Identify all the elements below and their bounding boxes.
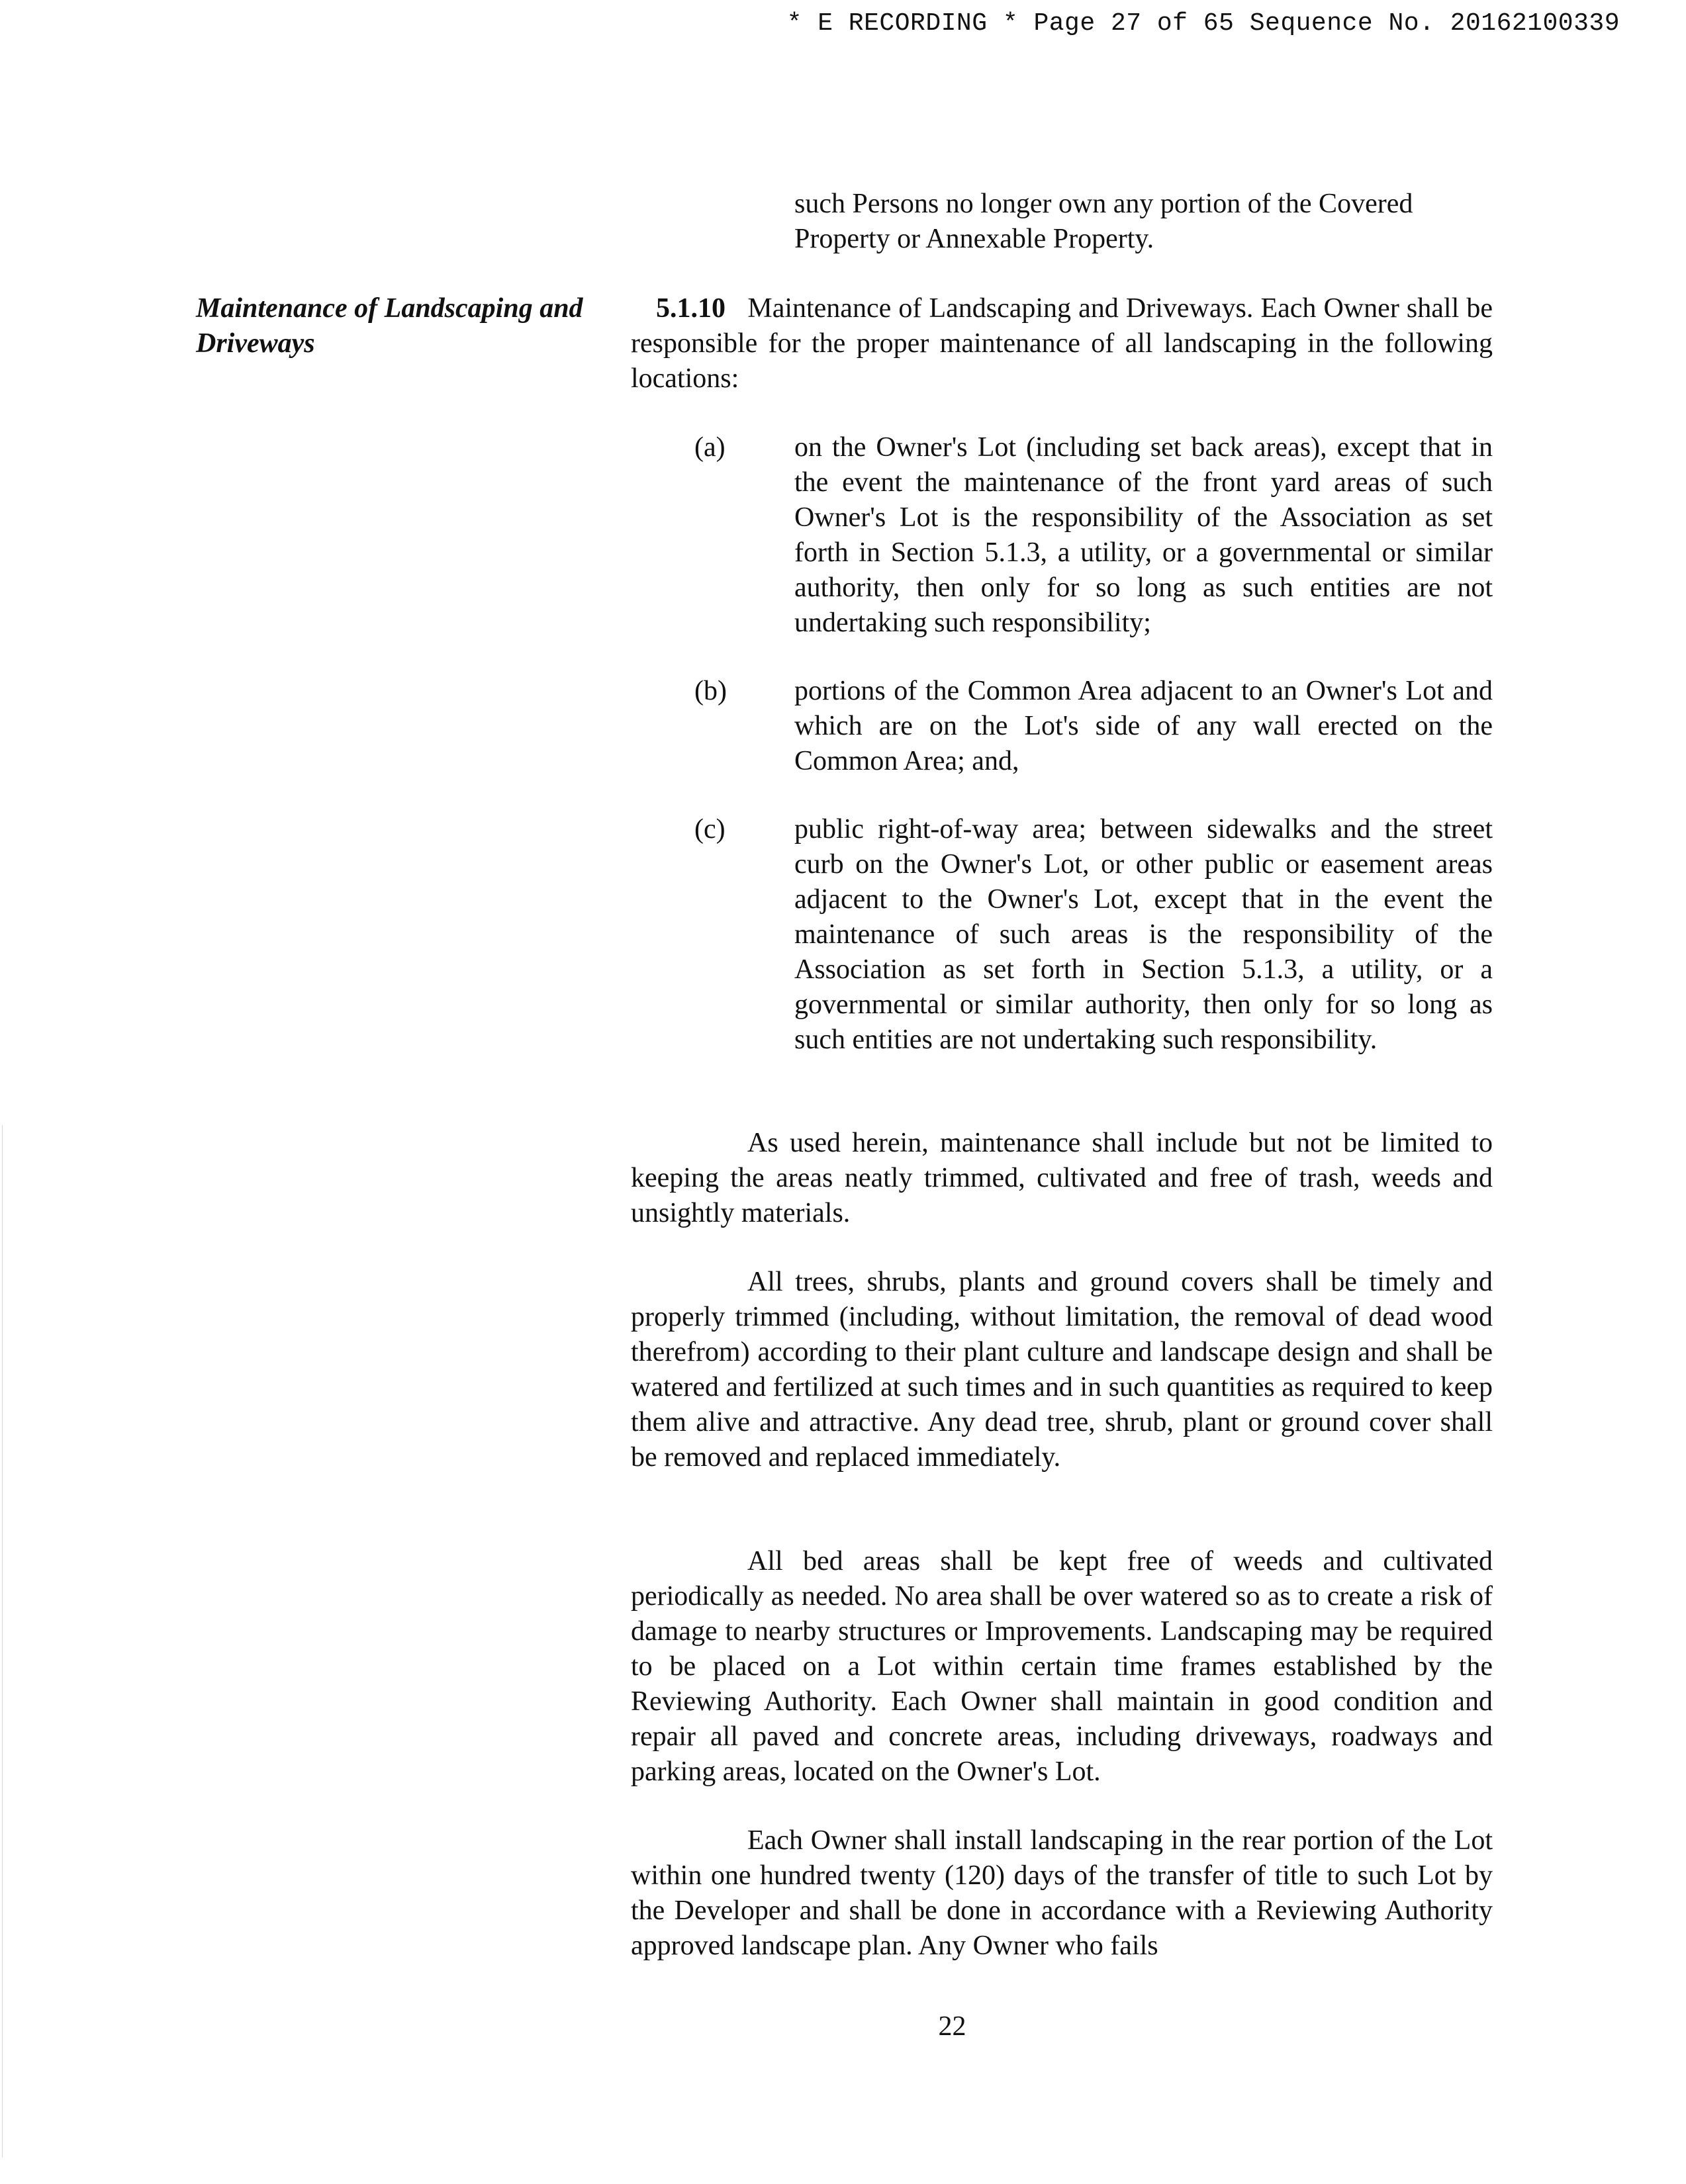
list-item-text: portions of the Common Area adjacent to an Owner's Lot and which are on the Lot's side of any wall erected on the Common Area; and, [794,676,1493,776]
section-number: 5.1.10 [656,293,726,324]
page-number: 22 [938,2011,966,2042]
section-intro-text: Maintenance of Landscaping and Driveways. Each Owner shall be responsible for the proper maintenance of all landscaping in the following locations: [631,293,1493,394]
continuation-paragraph: such Persons no longer own any portion of the Covered Property or Annexable Property. [794,189,1413,254]
recording-header: * E RECORDING * Page 27 of 65 Sequence No. 20162100339 [786,9,1620,38]
paragraph-trees-shrubs: All trees, shrubs, plants and ground covers shall be timely and properly trimmed (including, without limitation, the removal of dead wood therefrom) according to their plant culture and landscape design and shall be watered and fertilized at such times and in such quantities as required to keep them alive and attractive. Any dead tree, shrub, plant or ground cover shall be removed and replaced immediately. [631,1267,1493,1473]
paragraph-bed-areas: All bed areas shall be kept free of weeds and cultivated periodically as needed. No area shall be over watered so as to create a risk of damage to nearby structures or Improvements. Landscaping may be required to be placed on a Lot within certain time frames established by the Reviewing Authority. Each Owner shall maintain in good condition and repair all paved and concrete areas, including driveways, roadways and parking areas, located on the Owner's Lot. [631,1546,1493,1787]
list-item-label: (a) [694,432,726,463]
list-item-label: (c) [694,814,726,844]
list-item-text: on the Owner's Lot (including set back areas), except that in the event the maintenance of the front yard areas of such Owner's Lot is the responsibility of the Association as set forth in Section 5.1.3, a utility, or a governmental or similar authority, then only for so long as such entities are not undertaking such responsibility; [794,432,1493,638]
side-heading: Maintenance of Landscaping and Driveways [196,293,583,359]
scan-edge-line [2,1125,3,2158]
section-5-1-10-intro [631,291,1493,396]
paragraph-maintenance-definition: As used herein, maintenance shall include but not be limited to keeping the areas neatly trimmed, cultivated and free of trash, weeds and unsightly materials. [631,1128,1493,1228]
list-item-text: public right-of-way area; between sidewalks and the street curb on the Owner's Lot, or other public or easement areas adjacent to the Owner's Lot, except that in the event the maintenance of such areas is the responsibility of the Association as set forth in Section 5.1.3, a utility, or a governmental or similar authority, then only for so long as such entities are not undertaking such responsibility. [794,814,1493,1055]
paragraph-rear-landscaping: Each Owner shall install landscaping in the rear portion of the Lot within one hundred twenty (120) days of the transfer of title to such Lot by the Developer and shall be done in accordance with a Reviewing Authority approved landscape plan. Any Owner who fails [631,1825,1493,1961]
list-item-label: (b) [694,676,727,706]
